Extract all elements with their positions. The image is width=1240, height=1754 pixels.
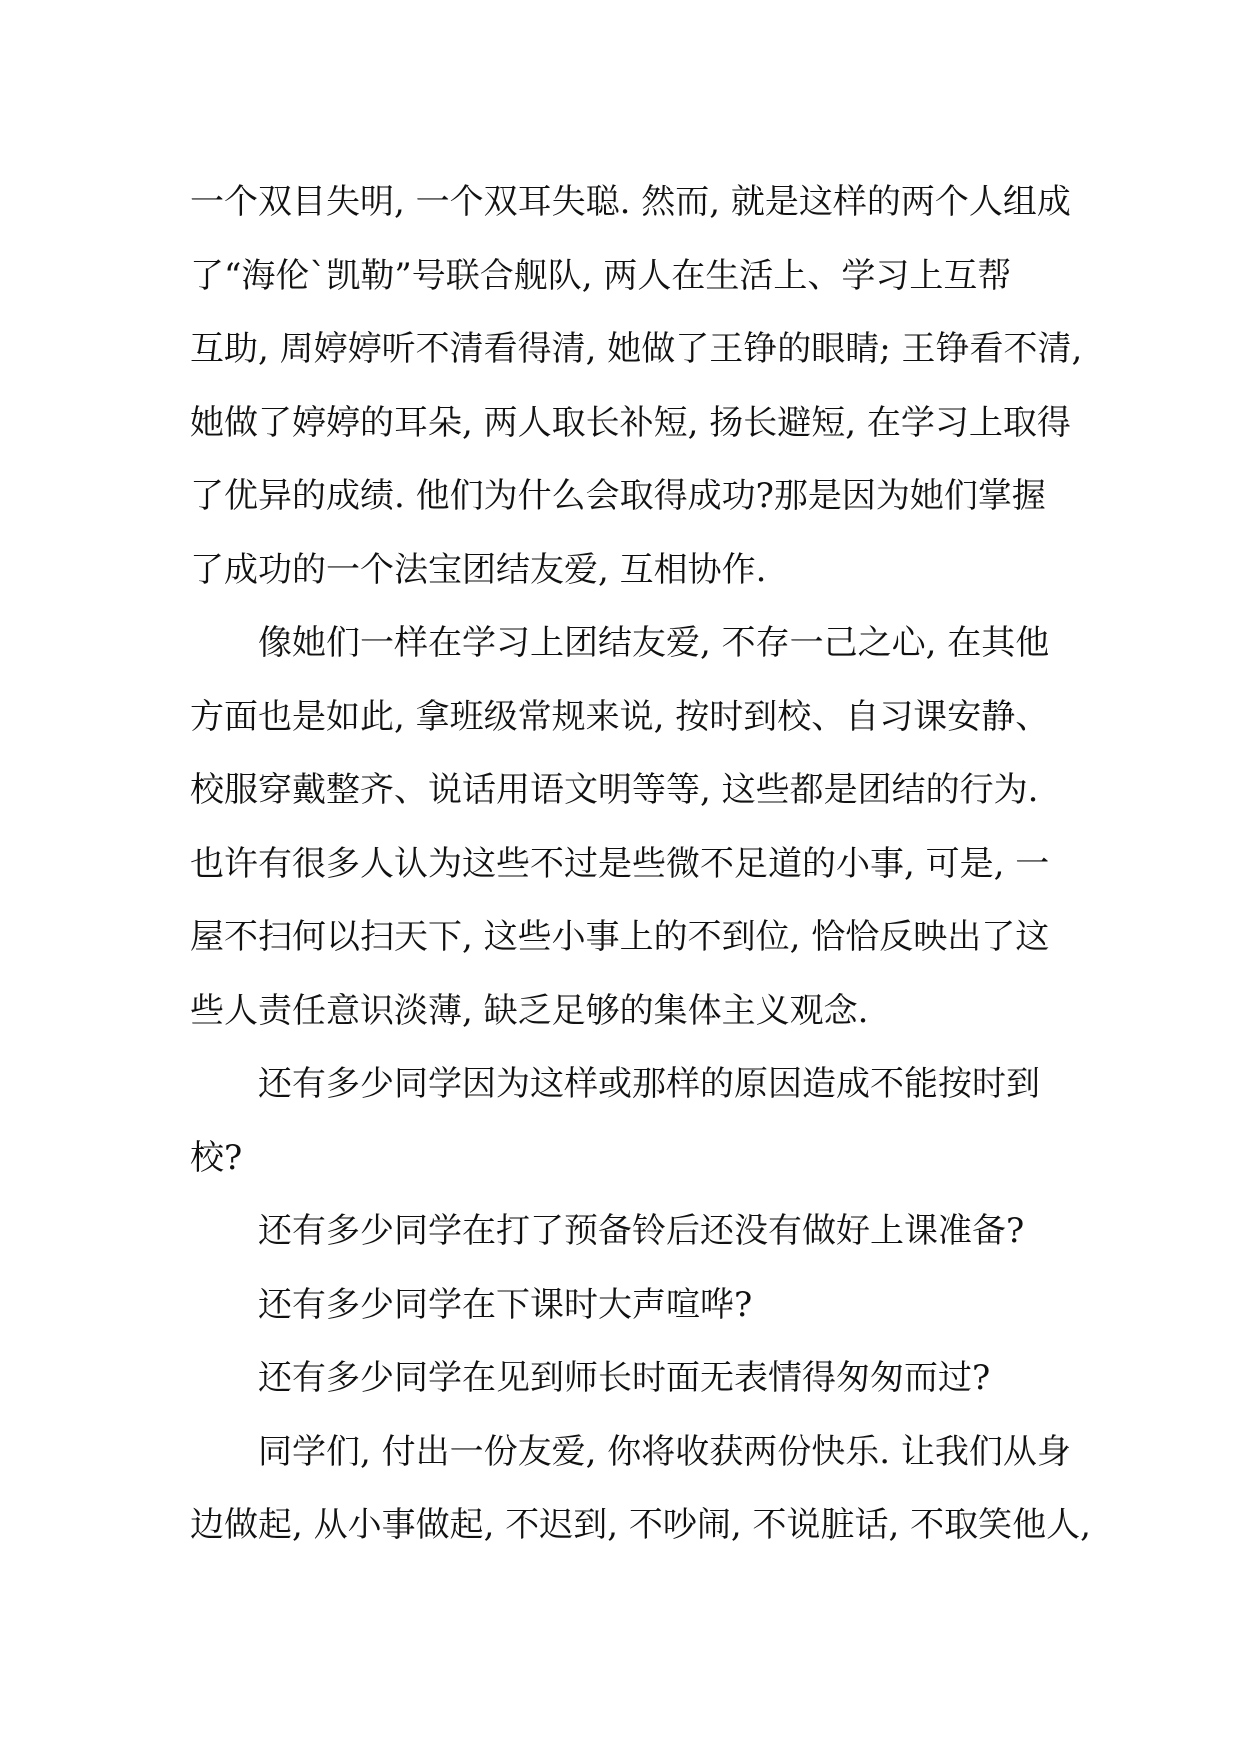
text-line: 屋不扫何以扫天下, 这些小事上的不到位, 恰恰反映出了这 (190, 917, 1050, 957)
text-line: 也许有很多人认为这些不过是些微不足道的小事, 可是, 一 (190, 843, 1050, 884)
text-line: 还有多少同学在打了预备铃后还没有做好上课准备? (258, 1211, 1025, 1251)
text-line: 还有多少同学在见到师长时面无表情得匆匆而过? (258, 1358, 991, 1398)
paragraph-5 (190, 1269, 1060, 1343)
paragraph-1 (190, 166, 1083, 607)
text-line: 她做了婷婷的耳朵, 两人取长补短, 扬长避短, 在学习上取得 (190, 402, 1071, 443)
text-line: 些人责任意识淡薄, 缺乏足够的集体主义观念. (190, 990, 869, 1031)
text-line: 边做起, 从小事做起, 不迟到, 不吵闹, 不说脏话, 不取笑他人, (190, 1505, 1091, 1545)
body-text (190, 166, 1091, 1563)
paragraph-2 (190, 607, 1060, 1048)
paragraph-7 (190, 1416, 1091, 1563)
text-line: 方面也是如此, 拿班级常规来说, 按时到校、自习课安静、 (190, 696, 1050, 737)
paragraph-4 (190, 1195, 1060, 1269)
text-line: 像她们一样在学习上团结友爱, 不存一己之心, 在其他 (258, 623, 1050, 663)
text-line: 校服穿戴整齐、说话用语文明等等, 这些都是团结的行为. (190, 770, 1039, 810)
text-line: 同学们, 付出一份友爱, 你将收获两份快乐. 让我们从身 (258, 1431, 1071, 1472)
text-line: 还有多少同学因为这样或那样的原因造成不能按时到 (258, 1064, 1040, 1104)
text-line: 了优异的成绩. 他们为什么会取得成功?那是因为她们掌握 (190, 476, 1046, 516)
text-line: 互助, 周婷婷听不清看得清, 她做了王铮的眼睛; 王铮看不清, (190, 329, 1083, 369)
text-line: 了“海伦`凯勒”号联合舰队, 两人在生活上、学习上互帮 (190, 255, 1012, 296)
text-line: 了成功的一个法宝团结友爱, 互相协作. (190, 549, 767, 590)
text-line: 校? (190, 1137, 243, 1178)
paragraph-3 (190, 1048, 1060, 1195)
paragraph-6 (190, 1342, 1060, 1416)
text-line: 还有多少同学在下课时大声喧哗? (258, 1284, 753, 1325)
text-line: 一个双目失明, 一个双耳失聪. 然而, 就是这样的两个人组成 (190, 182, 1071, 222)
